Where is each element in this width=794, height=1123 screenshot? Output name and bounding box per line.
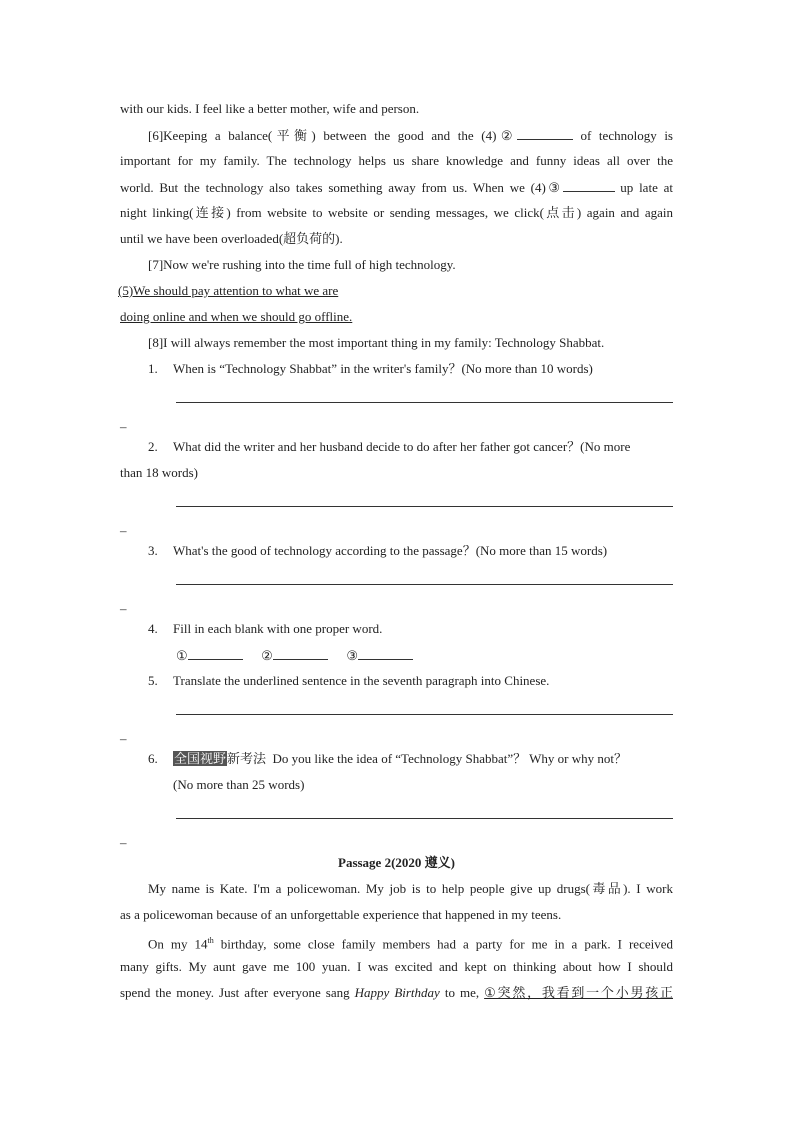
paragraph-6-line-3: [120, 179, 673, 196]
chinese-gloss: 点击: [543, 205, 577, 220]
question-text: When is “Technology Shabbat” in the writer's family？(No more than 10 words): [173, 361, 593, 376]
answer-blank-4-3[interactable]: [563, 179, 615, 192]
new-method-tag: 新考法: [227, 751, 267, 766]
national-view-tag: 全国视野: [174, 751, 227, 766]
fill-blank-group: [176, 647, 413, 664]
question-text: Fill in each blank with one proper word.: [173, 621, 383, 636]
text-run: to me,: [439, 985, 485, 1000]
circled-number: ①: [176, 648, 188, 663]
chinese-gloss: 毒品: [589, 881, 624, 896]
answer-line-6[interactable]: [176, 818, 673, 819]
text-run: ) between the good and the (4)②: [311, 128, 517, 143]
answer-line-2[interactable]: [176, 506, 673, 507]
passage-2-title: Passage 2(2020 遵义): [338, 855, 455, 870]
chinese-gloss: 超负荷的: [283, 231, 336, 246]
text-run: ) from website to website or sending messages, we click(: [226, 205, 544, 220]
answer-blank-4-2[interactable]: [517, 127, 573, 140]
dash-mark: –: [120, 731, 127, 746]
question-text: (No more than 25 words): [173, 777, 305, 792]
text-run: until we have been overloaded(: [120, 231, 284, 246]
question-number: 5.: [148, 673, 158, 688]
text-run: My name is Kate. I'm a policewoman. My job is to help people give up drugs(: [148, 881, 590, 896]
text-run: birthday, some close family members had a party for me in a park. I received: [213, 936, 674, 952]
passage-2-line-3: [120, 933, 673, 952]
answer-line-3[interactable]: [176, 584, 673, 585]
italic-title: Happy Birthday: [354, 985, 440, 1000]
paragraph-5-end: with our kids. I feel like a better mother, wife and person.: [120, 101, 420, 116]
underlined-sentence-line-2: doing online and when we should go offline.: [120, 309, 353, 324]
passage-2-line-2: as a policewoman because of an unforgettable experience that happened in my teens.: [120, 907, 562, 922]
superscript: th: [207, 936, 214, 945]
passage-2-line-4: many gifts. My aunt gave me 100 yuan. I was excited and kept on thinking about how I should: [120, 959, 673, 974]
text-run: [6]Keeping a balance(: [148, 128, 273, 143]
question-2-cont: than 18 words): [120, 465, 198, 480]
dash-mark: –: [120, 523, 127, 538]
circled-number: ③: [346, 648, 358, 663]
fill-blank-2[interactable]: [273, 647, 328, 660]
paragraph-6-line-4: [120, 205, 673, 221]
dash-mark: –: [120, 835, 127, 850]
paragraph-6-line-5: [120, 231, 673, 247]
passage-2-line-1: [120, 881, 673, 897]
question-text: What's the good of technology according to the passage？(No more than 15 words): [173, 543, 608, 558]
text-run: world. But the technology also takes something away from us. When we (4)③: [120, 180, 563, 195]
question-text-row: [173, 751, 627, 767]
text-run: ). I work: [623, 881, 673, 896]
passage-2-line-5: [120, 985, 673, 1001]
text-run: ).: [335, 231, 343, 246]
answer-line-1[interactable]: [176, 402, 673, 403]
question-text: What did the writer and her husband decide to do after her father got cancer？(No more: [173, 439, 631, 454]
underlined-sentence-line-1: (5)We should pay attention to what we are: [118, 283, 339, 298]
question-number: 3.: [148, 543, 158, 558]
text-run: ) again and again: [576, 205, 673, 220]
dash-mark: –: [120, 601, 127, 616]
circled-number: ②: [261, 648, 273, 663]
chinese-gloss: 连接: [193, 205, 227, 220]
paragraph-8: [8]I will always remember the most important thing in my family: Technology Shabbat.: [148, 335, 605, 350]
underlined-translation-target: ①突然，我看到一个小男孩正: [484, 985, 673, 1000]
answer-line-5[interactable]: [176, 714, 673, 715]
dash-mark: –: [120, 419, 127, 434]
text-run: On my 14: [148, 936, 208, 952]
text-run: up late at: [614, 180, 673, 195]
question-number: 1.: [148, 361, 158, 376]
paragraph-7: [7]Now we're rushing into the time full of high technology.: [148, 257, 456, 272]
question-number: 4.: [148, 621, 158, 636]
text-run: of technology is: [572, 128, 673, 143]
chinese-gloss: 平衡: [272, 128, 312, 143]
question-text: Do you like the idea of “Technology Shabbat”？ Why or why not？: [272, 751, 627, 766]
text-run: spend the money. Just after everyone sang: [120, 985, 355, 1000]
paragraph-6-line-2: important for my family. The technology helps us share knowledge and funny ideas all over the: [120, 153, 673, 168]
text-run: night linking(: [120, 205, 194, 220]
fill-blank-1[interactable]: [188, 647, 243, 660]
paragraph-6-line-1: [120, 127, 673, 144]
question-text: Translate the underlined sentence in the seventh paragraph into Chinese.: [173, 673, 550, 688]
question-number: 2.: [148, 439, 158, 454]
question-number: 6.: [148, 751, 158, 766]
fill-blank-3[interactable]: [358, 647, 413, 660]
